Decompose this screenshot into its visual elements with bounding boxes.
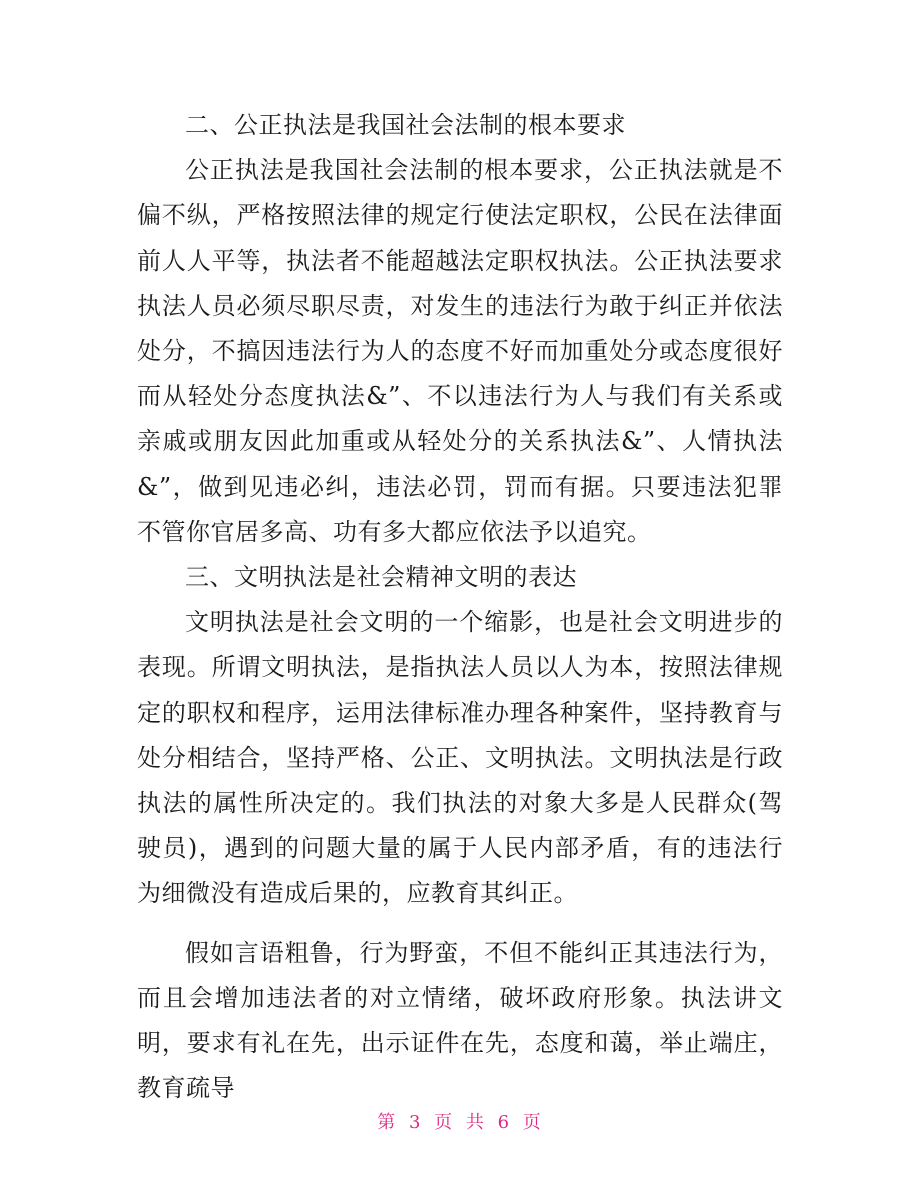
footer-total-prefix: 共: [465, 1112, 486, 1133]
page-footer: [0, 1108, 920, 1134]
paragraph-fair-enforcement: 公正执法是我国社会法制的根本要求，公正执法就是不偏不纵，严格按照法律的规定行使法定职权，公民在法律面前人人平等，执法者不能超越法定职权执法。公正执法要求执法人员必须尽职尽责，对发生的违法行为敢于纠正并依法处分，不搞因违法行为人的态度不好而加重处分或态度很好而从轻处分态度执法&”、不以违法行为人与我们有关系或亲戚或朋友因此加重或从轻处分的关系执法&”、人情执法&”，做到见违必纠，违法必罚，罚而有据。只要违法犯罪不管你官居多高、功有多大都应依法予以追究。: [137, 156, 783, 546]
footer-current-page: 3: [408, 1112, 423, 1133]
paragraph-civil-enforcement: 文明执法是社会文明的一个缩影，也是社会文明进步的表现。所谓文明执法，是指执法人员以人为本，按照法律规定的职权和程序，运用法律标准办理各种案件，坚持教育与处分相结合，坚持严格、公正、文明执法。文明执法是行政执法的属性所决定的。我们执法的对象大多是人民群众(驾驶员)，遇到的问题大量的属于人民内部矛盾，有的违法行为细微没有造成后果的，应教育其纠正。: [137, 608, 783, 908]
footer-total-pages: 6: [497, 1112, 512, 1133]
document-body: [137, 103, 783, 1111]
footer-total-label: 页: [522, 1112, 543, 1133]
footer-prefix: 第: [377, 1112, 398, 1133]
section-heading-3: 三、文明执法是社会精神文明的表达: [185, 563, 577, 592]
paragraph-rude-behavior: 假如言语粗鲁，行为野蛮，不但不能纠正其违法行为，而且会增加违法者的对立情绪，破坏政府形象。执法讲文明，要求有礼在先，出示证件在先，态度和蔼，举止端庄，教育疏导: [137, 938, 783, 1103]
footer-page-label: 页: [434, 1112, 455, 1133]
paragraph-gap: [137, 917, 783, 931]
section-heading-2: 二、公正执法是我国社会法制的根本要求: [185, 111, 626, 139]
